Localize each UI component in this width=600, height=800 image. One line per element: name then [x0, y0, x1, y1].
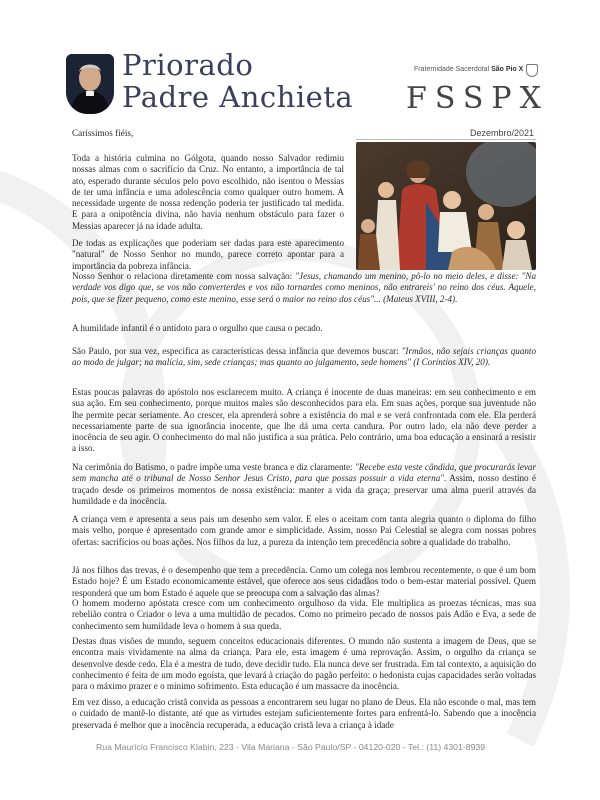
salutation: Caríssimos fiéis, — [72, 128, 134, 138]
paragraph-7-intro: Na cerimônia do Batismo, o padre impõe uma veste branca e diz claramente: — [72, 462, 355, 472]
paragraph-11: Em vez disso, a educação cristã convida as pessoas a encontrarem seu lugar no plano de Deus. Ela não esconde o mal, mas tem o cuidado de mantê-lo distante, até que as virtudes estejam suficientemente fortes para enfrentá-lo. Sabendo que a inocência preservada é melhor que a inocência recuperada, a educação cristã leva a criança à idade — [72, 697, 536, 730]
paragraph-4: A humildade infantil é o antídoto para o orgulho que causa o pecado. — [72, 323, 323, 333]
fraternity-prefix: Fraternidade Sacerdotal — [414, 66, 490, 73]
paragraph-5-intro: São Paulo, por sua vez, especifica as características dessa infância que devemos buscar: — [72, 346, 402, 356]
paragraph-3-quote: "Jesus, chamando um menino, pô-lo no meio deles, e disse: "Na verdade vos digo que, se vos não converterdes e vos não tornardes como meninos, não entrareis' no reino dos céus. Aquele, pois, que se fizer pequeno, como este menino, esse será o maior no reino dos céus"... (Mateus XVIII, 2-4). — [72, 271, 536, 304]
paragraph-7-end: Assim, nosso destino é traçado desde os primeiros momentos de nossa existência: manter a vida da graça; preservar uma alma pueril através da humildade e da inocência. — [72, 473, 536, 506]
crest-icon — [526, 64, 538, 77]
footer-address: Rua Maurício Francisco Klabin, 223 - Vila Mariana - São Paulo/SP - 04120-020 - Tel.: (11) 4301-8939 — [96, 742, 486, 752]
letter-date: Dezembro/2021 — [470, 128, 535, 138]
paragraph-5 — [72, 346, 536, 369]
christ-with-children-painting — [356, 142, 536, 270]
paragraph-7 — [72, 462, 536, 507]
paragraph-2: De todas as explicações que poderiam ser dadas para este aparecimento "natural" de Nosso Senhor no mundo, parece correto apontar para a importância da pobreza infância. — [72, 238, 344, 271]
fsspx-logo: FSSPX — [406, 81, 549, 116]
fraternity-name: São Pio X — [491, 66, 524, 73]
paragraph-5-quote: "Irmãos, não sejais crianças quanto ao modo de julgar; na malícia, sim, sede crianças; mas quanto ao julgamento, sede homens" (I Coríntios XIV, 20). — [72, 346, 537, 368]
paragraph-10: Destas duas visões de mundo, seguem conceitos educacionais diferentes. O mundo não sustenta a imagem de Deus, que se encontra mais vividamente na alma da criança. Para ele, esta imagem é uma reprovação. Assim, o orgulho da criança se desenvolve desde cedo. Ela é a mestra de tudo, deve decidir tudo. Ela nunca deve ser frustrada. Em tal contexto, a aquisição do conhecimento é feita de um modo egoísta, que levará à criação do pagão perfeito: o hedonista cujas capacidades serão voltadas para o máximo prazer e o mínimo sofrimento. Esta educação é um massacre da inocência. — [72, 636, 536, 692]
priory-title-line1: Priorado — [122, 48, 254, 82]
paragraph-1: Toda a história culmina no Gólgota, quando nosso Salvador redimiu nossas almas com o sacrifício da Cruz. No entanto, a importância de tal ato, esperado durante séculos pelo povo escolhido, não isentou o Messias de ter uma infância e uma adolescência como qualquer outro homem. A necessidade urgente de nossa redenção poderia ter justificado tal medida. E para a onipotência divina, não havia nenhum obstáculo para fazer o Messias aparecer já na idade adulta. — [72, 153, 344, 231]
priest-portrait-image — [66, 54, 114, 114]
paragraph-9b: O homem moderno apóstata cresce com um conhecimento orgulhoso da vida. Ele multiplica as proezas técnicas, mas sua rebelião contra o Criador o leva a uma multidão de pecados. Como no primeiro pecado de nossos pais Adão e Eva, a sede de conhecimento sem humildade leva o homem à sua queda. — [72, 598, 536, 631]
paragraph-3-intro: Nosso Senhor o relaciona diretamente com nossa salvação: — [72, 271, 296, 281]
date-divider — [356, 139, 536, 140]
priory-title-line2: Padre Anchieta — [122, 80, 354, 114]
paragraph-7-quote: "Recebe esta veste cândida, que procurarás levar sem mancha até o tribunal de Nosso Senhor Jesus Cristo, para que possas possuir a vida eterna". — [72, 462, 536, 484]
paragraph-6: Estas poucas palavras do apóstolo nos esclarecem muito. A criança é inocente de duas maneiras: em seu conhecimento e em sua ação. Em seu conhecimento, porque muitos males são desconhecidos para ela. Em suas ações, porque sua juventude não lhe permite pecar seriamente. Ao crescer, ela aprenderá sobre a existência do mal e se verá confrontada com ele. Ela perderá necessariamente parte de sua ignorância inocente, que lhe dá uma certa candura. Por outro lado, ela não deve perder a inocência de seu agir. O conhecimento do mal não justifica a sua prática. Pelo contrário, uma boa educação a ensinará a resistir a isso. — [72, 387, 536, 454]
fraternity-label — [414, 66, 523, 73]
paragraph-8: A criança vem e apresenta a seus pais um desenho sem valor. E eles o aceitam com tanta alegria quanto o diploma do filho mais velho, porque é apresentado com grande amor e simplicidade. Assim, nosso Pai Celestial se alegra com nossas pobres ofertas: sacrifícios ou boas ações. Nos filhos da luz, a pureza da intenção tem precedência sobre a qualidade do trabalho. — [72, 514, 536, 547]
paragraph-3 — [72, 271, 536, 305]
paragraph-9: Já nos filhos das trevas, é o desempenho que tem a precedência. Como um colega nos lembrou recentemente, o que é um bom Estado hoje? É um Estado economicamente estável, que oferece aos seus cidadãos todo o bem-estar material possível. Quem responderá que um bom Estado é aquele que se preocupa com a salvação das almas? — [72, 565, 536, 598]
